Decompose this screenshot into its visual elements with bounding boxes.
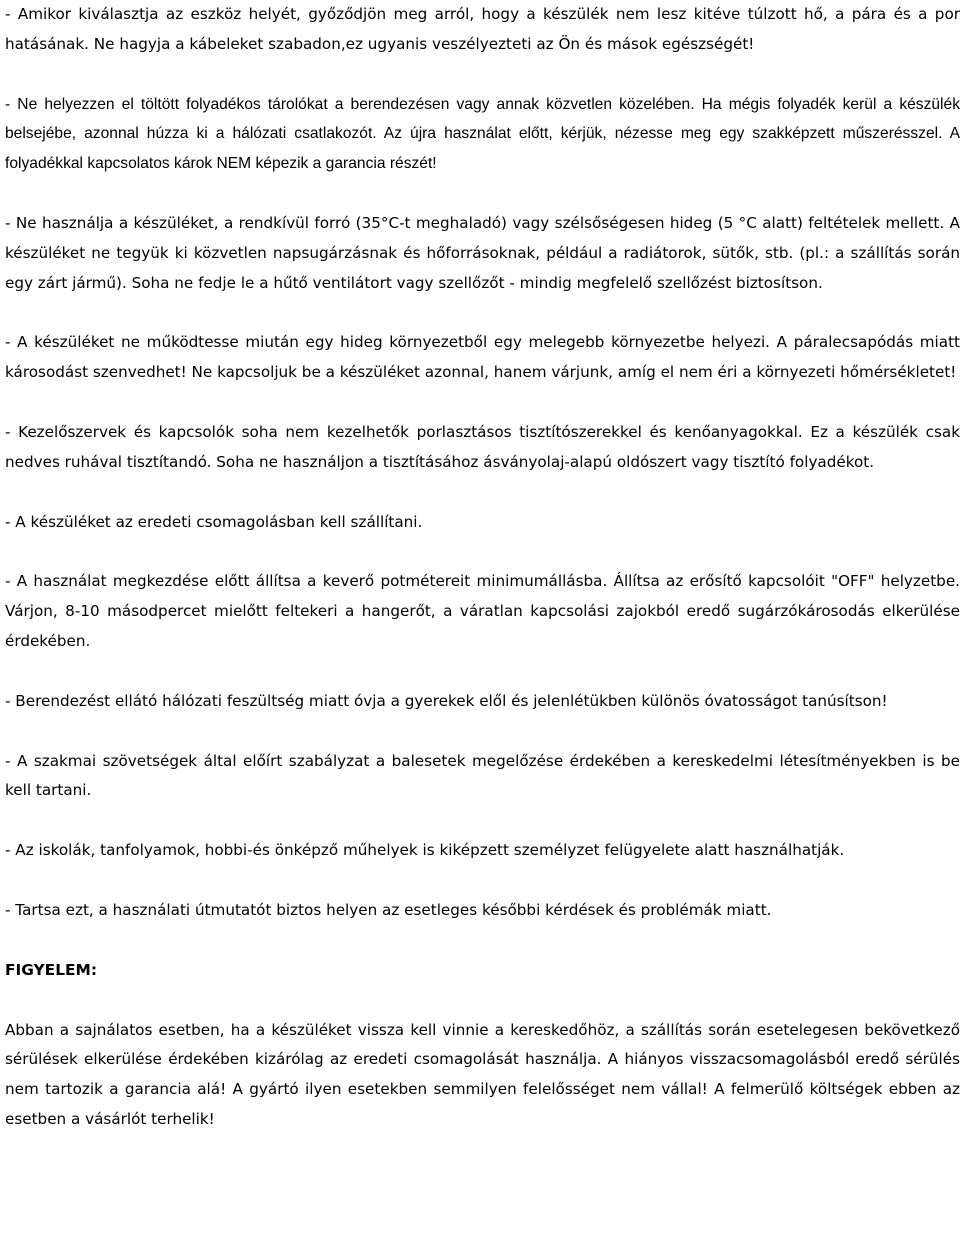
warning-text: Abban a sajnálatos esetben, ha a készüléket vissza kell vinnie a kereskedőhöz, a szállítás során esetelegesen bekövetkező sérülések elkerülése érdekében kizárólag az eredeti csomagolását használja. A hiányos visszacsomagolásból eredő sérülés nem tartozik a garancia alá! A gyártó ilyen esetekben semmilyen felelősséget nem vállal! A felmerülő költségek ebben az esetben a vásárlót terhelik! [5, 1020, 960, 1128]
paragraph-schools: - Az iskolák, tanfolyamok, hobbi-és önképző műhelyek is kiképzett személyzet felügyelete alatt használhatják. [5, 841, 845, 860]
paragraph-startup: - A használat megkezdése előtt állítsa a keverő potmétereit minimumállásba. Állítsa az erősítő kapcsolóit "OFF" helyzetbe. Várjon, 8-10 másodpercet mielőtt feltekeri a hangerőt, a váratlan kapcsolási zajokból eredő sugárzókárosodás elkerülése érdekében. [5, 572, 960, 650]
warning-heading: FIGYELEM: [5, 960, 97, 979]
paragraph-cleaning: - Kezelőszervek és kapcsolók soha nem kezelhetők porlasztásos tisztítószerekkel és kenőanyagokkal. Ez a készülék csak nedves ruhával tisztítandó. Soha ne használjon a tisztításához ásványolaj-alapú oldószert vagy tisztító folyadékot. [5, 422, 960, 471]
paragraph-condensation: - A készüléket ne működtesse miután egy hideg környezetből egy melegebb környezetbe helyezi. A páralecsapódás miatt károsodást szenvedhet! Ne kapcsoljuk be a készüléket azonnal, hanem várjunk, amíg el nem éri a környezeti hőmérsékletet! [5, 333, 960, 382]
paragraph-transport: - A készüléket az eredeti csomagolásban kell szállítani. [5, 512, 423, 531]
paragraph-temperature: - Ne használja a készüléket, a rendkívül forró (35°C-t meghaladó) vagy szélsőségesen hideg (5 °C alatt) feltételek mellett. A készüléket ne tegyük ki közvetlen napsugárzásnak és hőforrásoknak, például a radiátorok, sütők, stb. (pl.: a szállítás során egy zárt jármű). Soha ne fedje le a hűtő ventilátort vagy szellőzőt - mindig megfelelő szellőzést biztosítson. [5, 213, 960, 292]
paragraph-regulations: - A szakmai szövetségek által előírt szabályzat a balesetek megelőzése érdekében a kereskedelmi létesítményekben is be kell tartani. [5, 751, 960, 800]
paragraph-liquids: - Ne helyezzen el töltött folyadékos tárolókat a berendezésen vagy annak közvetlen közelében. Ha mégis folyadék kerül a készülék belsejébe, azonnal húzza ki a hálózati csatlakozót. Az újra használat előtt, kérjük, nézesse meg egy szakképzett műszerésszel. A folyadékkal kapcsolatos károk NEM képezik a garancia részét! [5, 95, 960, 173]
paragraph-keep-manual: - Tartsa ezt, a használati útmutatót biztos helyen az esetleges későbbi kérdések és problémák miatt. [5, 900, 772, 919]
paragraph-placement: - Amikor kiválasztja az eszköz helyét, győződjön meg arról, hogy a készülék nem lesz kitéve túlzott hő, a pára és a por hatásának. Ne hagyja a kábeleket szabadon,ez ugyanis veszélyezteti az Ön és mások egészségét! [5, 5, 960, 53]
document-page [5, 0, 960, 1135]
paragraph-children: - Berendezést ellátó hálózati feszültség miatt óvja a gyerekek elől és jelenlétükben különös óvatosságot tanúsítson! [5, 691, 888, 710]
